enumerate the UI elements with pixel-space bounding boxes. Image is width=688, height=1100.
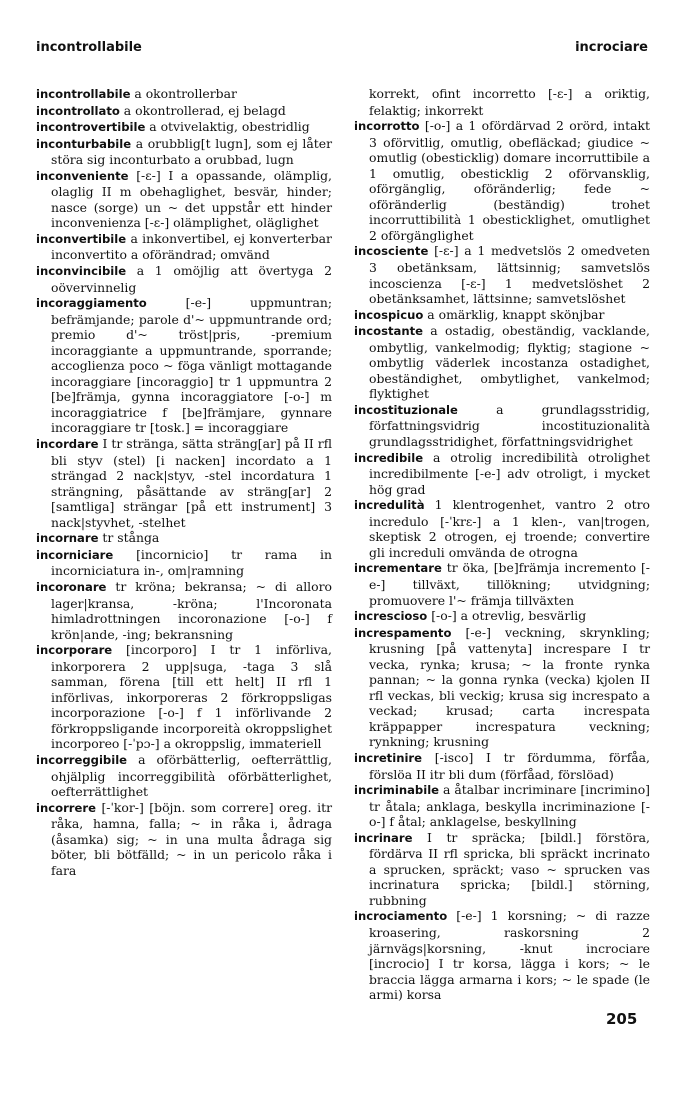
entry-text: a otrolig incredibilità otrolighet incredibilmente [-e-] adv otroligt, i mycket hög grad [369,449,650,497]
right-column [354,86,650,1003]
dictionary-entry [36,800,332,879]
dictionary-entry [354,307,650,324]
headword: inconveniente [36,168,129,183]
dictionary-entry [36,168,332,231]
entry-text: a okontrollerad, ej belagd [123,102,286,118]
dictionary-entry [36,752,332,800]
headword: incontrollabile [36,87,131,101]
entry-text: a åtalbar incriminare [incrimino] tr åtala; anklaga, beskylla incriminazione [-o-] f åtal; anklagelse, beskyllning [369,782,650,830]
headword: incrinare [354,830,413,845]
entry-text: [-o-] a otrevlig, besvärlig [431,608,587,624]
dictionary-entry [36,86,332,103]
headword: incospicuo [354,307,424,322]
dictionary-entry [36,579,332,642]
entry-text: I tr stränga, sätta sträng[ar] på II rfl bli styv (stel) [i nacken] incordato a 1 strängad 2 nack|styv, -stel incordatura 1 strängning, påsättande av sträng[ar] 2 [samtliga] strängar [på ett instrument] 3 nack|styvhet, -stelhet [51,436,332,530]
dictionary-entry [36,263,332,295]
dictionary-entry [354,402,650,450]
left-column [36,86,332,878]
entry-text: [-e-] 1 korsning; ~ di razze kroasering, raskorsning 2 järnvägs|korsning, -knut incrociare [incrocio] I tr korsa, lägga i kors; ~ le braccia lägga armarna i kors; ~ le spade (le armi) korsa [369,908,650,1003]
dictionary-entry [354,497,650,560]
dictionary-entry [36,530,332,547]
entry-text: a omärklig, knappt skönjbar [427,306,605,322]
entry-text: a 1 omöjlig att övertyga 2 oövervinnelig [51,263,332,295]
headword: incrementare [354,561,442,576]
page-number: 205 [606,1010,638,1028]
dictionary-entry [354,243,650,306]
headword: incriminabile [354,783,440,798]
entry-text: [incornicio] tr rama in incorniciatura in-, om|ramning [51,546,332,579]
dictionary-entry [354,560,650,608]
entry-text: 1 klentrogenhet, vantro 2 otro incredulo [-ˈkrɛ-] a 1 klen-, van|trogen, skeptisk 2 otrogen, ej troende; convertire gli increduli omvända de otrogna [369,497,650,560]
headword: incosciente [354,244,429,259]
dictionary-entry [36,642,332,752]
headword: inconturbabile [36,136,132,151]
dictionary-entry [354,323,650,402]
headword: incostituzionale [354,402,458,417]
headword: incorrotto [354,119,420,134]
dictionary-entry [36,295,332,436]
headword: increscioso [354,609,428,624]
dictionary-entry [36,436,332,530]
dictionary-entry [36,119,332,136]
dictionary-entry [36,547,332,579]
headword: incredulità [354,498,425,513]
dictionary-entry [354,782,650,830]
entry-text: korrekt, ofint incorretto [-ɛ-] a oriktig, felaktig; inkorrekt [369,86,650,118]
headword: inconvertibile [36,231,127,246]
dictionary-entry [354,750,650,782]
entry-text: [-ˈkor-] [böjn. som correre] oreg. itr råka, hamna, falla; ~ in råka i, ådraga (åsamka) sig; ~ in una multa ådraga sig böter, bli bötfälld; ~ in un pericolo råka i fara [51,799,332,878]
entry-text: [-isco] I tr fördumma, förfåa, förslöa II itr bli dum (förfåad, förslöad) [369,749,650,782]
headword: incornare [36,531,99,546]
headword: incorniciare [36,547,114,562]
entry-text: [-ɛ-] a 1 medvetslös 2 omedveten 3 obetänksam, lättsinnig; samvetslös incoscienza [-ɛ-] 1 medvetslöshet 2 obetänksamhet, lättsinne; samvetslöshet [369,243,650,307]
headword: incorreggibile [36,752,128,767]
left-guide-word: incontrollabile [36,40,142,55]
headword: incorporare [36,643,113,658]
entry-text: a orubblig[t lugn], som ej låter störa sig inconturbato a orubbad, lugn [51,135,332,168]
entry-text: a otvivelaktig, obestridlig [149,119,310,135]
dictionary-entry [354,450,650,498]
headword: incoraggiamento [36,296,147,311]
headword: inconvincibile [36,264,127,279]
entry-text: a inkonvertibel, ej konverterbar inconvertito a oförändrad; omvänd [51,230,332,263]
dictionary-entry [36,231,332,263]
headword: incorrere [36,800,96,815]
dictionary-entry-continued [354,86,650,118]
entry-text: [-e-] uppmuntran; befrämjande; parole d'~ uppmuntrande ord; premio d'~ tröst|pris, -premium incoraggiante a uppmuntrande, sporrande; accoglienza poco ~ föga vänligt mottagande incoraggiare [incoraggio] tr 1 uppmuntra 2 [be]främja, gynna incoraggiatore [-o-] m incoraggiatrice f [be]främjare, gynnare incoraggiare tr [tosk.] = incoraggiare [51,295,332,436]
entry-text: a ostadig, obeständig, vacklande, ombytlig, vankelmodig; flyktig; stagione ~ ombytlig väderlek incostanza ostadighet, obeständighet, ombytlighet, vankelmod; flyktighet [369,323,650,402]
entry-text: a okontrollerbar [134,86,237,101]
entry-text: [-o-] a 1 ofördärvad 2 orörd, intakt 3 oförvitlig, omutlig, obefläckad; giudice ~ omutlig (obesticklig) domare incorruttibile a 1 omutlig, obesticklig 2 oförvansklig, oförgänglig, oföränderlig; fede ~ oföränderlig (beständig) trohet incorruttibilità 1 obesticklighet, omutlighet 2 oförgänglighet [369,118,650,243]
dictionary-entry [354,625,650,750]
headword: incretinire [354,750,423,765]
entry-text: a oförbätterlig, oefterrättlig, ohjälplig incorreggibilità oförbätterlighet, oefterrättlighet [51,751,332,800]
dictionary-entry [36,103,332,120]
headword: incrociamento [354,909,448,924]
dictionary-entry [36,136,332,168]
headword: incontrollato [36,103,120,118]
headword: incoronare [36,579,107,594]
entry-text: tr kröna; bekransa; ~ di alloro lager|kransa, -kröna; l'Incoronata himladrottningen incoronazione [-o-] f krön|ande, -ing; bekransning [51,578,332,642]
headword: incordare [36,437,99,452]
entry-text: [-e-] veckning, skrynkling; krusning [på vattenyta] increspare I tr vecka, rynka; krusa; ~ la fronte rynka pannan; ~ la gonna rynka (vecka) kjolen II rfl veckas, bli veckig; krusa sig increspato a veckad; krusad; carta increspata kräppapper increspatura veckning; rynkning; krusning [369,624,650,750]
entry-text: a grundlagsstridig, författningsvidrig incostituzionalità grundlagsstridighet, författningsvidrighet [369,401,650,450]
dictionary-entry [354,830,650,909]
headword: increspamento [354,625,452,640]
headword: incredibile [354,450,424,465]
entry-text: [incorporo] I tr 1 införliva, inkorporera 2 upp|suga, -taga 3 slå samman, förena [till ett helt] II rfl 1 införlivas, inkorporeras 2 förkroppsligas incorporazione [-o-] f 1 införlivande 2 förkroppsligande incorporeità okroppslighet incorporeo [-ˈpɔ-] a okroppslig, immateriell [51,642,332,752]
headword: incontrovertibile [36,120,146,135]
dictionary-entry [354,118,650,243]
dictionary-entry [354,608,650,625]
entry-text: I tr spräcka; [bildl.] förstöra, fördärva II rfl spricka, bli spräckt incrinato a sprucken, spräckt; vaso ~ sprucken vas incrinatura spricka; [bildl.] störning, rubbning [369,829,650,908]
dictionary-entry [354,908,650,1002]
right-guide-word: incrociare [575,40,648,55]
headword: incostante [354,324,423,339]
entry-text: tr öka, [be]främja incremento [-e-] tillväxt, tillökning; utvidgning; promuovere l'~ främja tillväxten [369,560,650,608]
entry-text: [-ɛ-] I a opassande, olämplig, olaglig II m obehaglighet, besvär, hinder; nasce (sorge) un ~ det uppstår ett hinder inconvenienza [-ɛ-] olämplighet, oläglighet [51,167,332,231]
entry-text: tr stånga [102,530,160,546]
running-header [36,40,648,60]
